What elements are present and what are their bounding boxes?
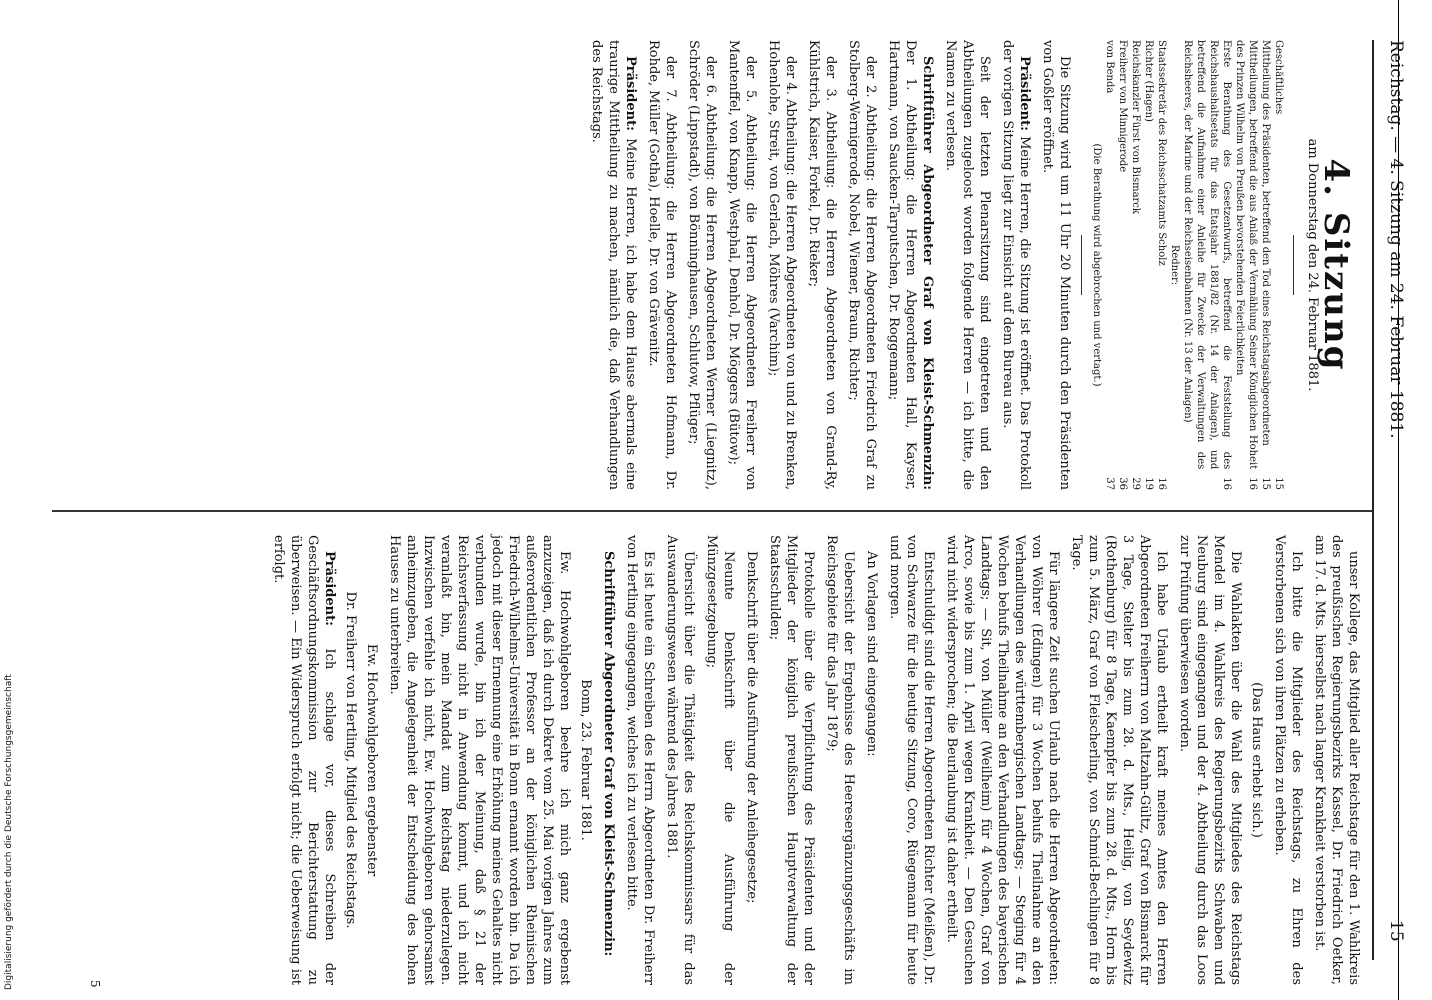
speaker-entry-text: Staatssekretär des Reichsschatzamts Scholz [1156,40,1167,266]
paragraph: Protokolle über die Verpflichtung des Präsidenten und der Mitglieder der königlich preußischen Hauptverwaltung der Staatsschulden; [767,535,816,985]
paragraph: Seit der letzten Plenarsitzung sind eingetreten und den Abtheilungen zugeloost worden folgende Herren — ich bitte, die Namen zu verlesen. [943,40,992,490]
toc-note: (Die Berathung wird abgebrochen und vertagt.) [1091,143,1102,387]
toc-row [1181,40,1233,490]
toc-entry-page: 16 [1247,477,1258,490]
speech-paragraph [600,535,617,985]
speakers-label: Redner: [1169,244,1180,286]
paragraph: Ew. Hochwohlgeboren beehre ich mich ganz ergebenst anzuzeigen, daß ich durch Dekret vom 25. Mai vorigen Jahres zum außerordentlichen Professor an der königlichen Rheinischen Friedrich-Wilhelms-Universität in Bonn ernannt worden bin. Da ich jedoch mit dieser Ernennung eine Erhöhung meines Gehaltes nicht verbunden wurde, bin ich der Meinung, daß § 21 der Reichsverfassung nicht in Anwendung kommt, und ich nicht veranlaßt bin, mein Mandat zum Reichstag niederzulegen. Inzwischen verfehle ich nicht, Ew. Hochwohlgeboren gehorsamst anheimzugeben, die Angelegenheit der Entscheidung des hohen Hauses zu unterbreiten. [387,535,572,985]
separator [1081,235,1082,295]
centered-line: (Das Haus erhebt sich.) [1249,682,1264,838]
paragraph: Neunte Denkschrift über die Ausführung der Münzgesetzgebung; [704,535,736,985]
speech-text: Meine Herren, ich habe dem Hause abermals eine traurige Mittheilung zu machen, nämlich die, daß Verhandlungen des Reichstags. [589,40,638,491]
toc-entry-text: Erste Berathung des Gesetzentwurfs, betreffend die Feststellung des Reichshaushaltsetats für das Etatsjahr 1881/82 (Nr. 14 der Anlagen), und betreffend die Aufnahme einer Anleihe für Zwecke der Verwaltungen des Reichsheeres, der Marine und der Reichseisenbahnen (Nr. 13 der Anlagen) [1182,40,1232,470]
column-divider [52,510,1372,512]
centered-line: Dr. Freiherr von Hertling, Mitglied des Reichstags. [343,591,358,929]
session-date: am Donnerstag den 24. Februar 1881. [1305,138,1320,392]
toc-row [1272,40,1285,490]
toc-row [1103,40,1116,490]
speaker-entry-page: 19 [1143,477,1154,490]
paragraph: Ich habe Urlaub ertheilt kraft meines Amtes den Herren Abgeordneten Freiherrn von Maltzahn-Gültz, Graf von Bismarck für 3 Tage, Stelter bis zum 28. d. Mts., Heilig, von Seydewitz (Rothenburg) für 8 Tage, Kaempfer bis zum 28. d. Mts., Horn bis zum 5. März, Graf von Fleischerling, von Schmid-Bechlingen für 8 Tage. [1069,535,1169,985]
paragraph: Die Wahlakten über die Wahl des Mitgliedes des Reichstags Mendel im 4. Wahlkreis des Regierungsbezirks Schwaben und Neuburg sind eingegangen und der 4. Abtheilung durch das Loos zur Prüfung überwiesen worden. [1177,535,1243,985]
paragraph: der 4. Abtheilung: die Herren Abgeordneten von und zu Brenken, Hohenlohe, Streit, von Gerlach, Möhres (Varchim); [766,40,798,490]
toc-entry-page: 16 [1221,477,1232,490]
speaker-entry-text: von Benda [1104,40,1115,94]
session-title: 4. Sitzung [1316,158,1356,372]
paragraph: Ich bitte die Mitglieder des Reichstags, zu Ehren des Verstorbenen sich von ihren Plätzen zu erheben. [1272,535,1304,985]
paragraph: der 5. Abtheilung: die Herren Abgeordneten Freiherr von Mantenffel, von Knapp, Westphal, Denhol, Dr. Möggers (Bütow); [726,40,758,490]
centered-line: Ew. Hochwohlgeboren ergebenster [364,643,379,877]
rotated-page-content [32,0,1432,1000]
speaker-name: Präsident: [623,56,638,139]
toc-entry-page: 15 [1260,477,1271,490]
toc-row [1259,40,1272,490]
speaker-name: Präsident: [322,551,337,649]
speech-paragraph [588,40,639,490]
paragraph: Übersicht über die Thätigkeit des Reichskommissars für das Auswanderungswesen während des Jahres 1881. [664,535,696,985]
paragraph: Für längere Zeit suchen Urlaub nach die Herren Abgeordneten: von Wöhrer (Edingen) für 3 Wochen behufs Theilnahme an den Verhandlungen des württembergischen Landtags; — Steging für 4 Wochen behufs Theilnahme an den Verhandlungen des bayerischen Landtags; — Sit, von Müller (Weilheim) für 4 Wochen, Graf von Arco, sowie bis zum 1. April wegen Krankheit. — Den Gesuchen wird nicht widersprochen; die Beurlaubung ist daher ertheilt. [944,535,1061,985]
funding-note: Digitalisierung gefördert durch die Deutsche Forschungsgemeinschaft [4,674,14,990]
speaker-entry-text: Richter (Hagen) [1143,40,1154,122]
toc-entry-text: Mittheilungen, betreffend die aus Anlaß der Vermählung Seiner Königlichen Hoheit des Prinzen Wilhelm von Preußen bevorstehenden Feierlichkeiten [1234,40,1258,470]
paragraph: unser Kollege, das Mitglied aller Reichstage für den 1. Wahlkreis des preußischen Regierungsbezirks Kassel, Dr. Friedrich Oetker, am 17. d. Mts. hierselbst nach langer Krankheit verstorben ist. [1312,535,1361,985]
page-header [1372,40,1412,960]
speech-paragraph [999,40,1033,490]
signature-mark: 5 [88,980,102,988]
running-head: Reichstag. — 4. Sitzung am 24. Februar 1881. [1386,40,1406,439]
paragraph: der 7. Abtheilung: die Herren Abgeordneten Hofmann, Dr. Rohde, Müller (Gotha), Hoelle, Dr. von Grävenitz. [646,40,678,490]
paragraph: Die Sitzung wird um 11 Uhr 20 Minuten durch den Präsidenten von Goßler eröffnet. [1040,40,1072,490]
toc-entry-page: 15 [1273,477,1284,490]
speech-text: Ich schlage vor, dieses Schreiben der Geschäftsordnungskommission zur Berichterstattung zu überweisen. — Ein Widerspruch erfolgt nicht; die Ueberweisung ist erfolgt. [271,535,337,985]
speaker-entry-text: Reichskanzler Fürst von Bismarck [1130,40,1141,214]
header-rule [1372,40,1374,960]
toc-row [1233,40,1259,490]
paragraph: der 3. Abtheilung: die Herren Abgeordneten von Grand-Ry, Kühlstrich, Kaiser, Forkel, Dr. Rieker; [806,40,838,490]
speaker-name: Schriftführer Abgeordneter Graf von Kleist-Schmenzin: [920,56,935,490]
toc-row [1129,40,1142,490]
left-column [582,40,1362,490]
table-of-contents [1090,40,1285,490]
speaker-entry-page: 36 [1117,477,1128,490]
paragraph: Es ist heute ein Schreiben des Herrn Abgeordneten Dr. Freiherr von Hertling eingegangen, welches ich zu verlesen bitte. [624,535,656,985]
centered-line: Bonn, 23. Februar 1881. [578,679,593,841]
speaker-entry-page: 29 [1130,477,1141,490]
speech-text: Der 1. Abtheilung: die Herren Abgeordneten Hall, Kayser, Hartmann, von Saucken-Tarputschen, Dr. Roggemann; [886,40,918,490]
speaker-entry-page: 16 [1156,477,1167,490]
paragraph: Entschuldigt sind die Herren Abgeordneten Richter (Meißen), Dr. von Schwarze für die heutige Sitzung, Coro, Rüegemann für heute und morgen. [887,535,936,985]
speech-paragraph [885,40,936,490]
toc-row [1116,40,1129,490]
right-column [264,535,1362,985]
left-column-text [588,40,1073,490]
paragraph: Denkschrift über die Ausführung der Anleihegesetze; [744,551,759,904]
toc-entry-text: Geschäftliches [1273,40,1284,115]
paragraph: der 2. Abtheilung: die Herren Abgeordneten Friedrich Graf zu Stolberg-Wernigerode, Nobel, Wiemer, Braun, Richter; [846,40,878,490]
separator [1293,235,1294,295]
speech-paragraph [270,535,338,985]
toc-row [1142,40,1155,490]
speaker-name: Präsident: [1017,56,1032,137]
speaker-name: Schriftführer Abgeordneter Graf von Kleist-Schmenzin: [601,551,616,957]
speaker-entry-page: 37 [1104,477,1115,490]
paragraph: Uebersicht der Ergebnisse des Heeresergänzungsgeschäfts im Reichsgebiete für das Jahr 1879; [824,535,856,985]
paragraph: An Vorlagen sind eingegangen: [864,551,879,757]
page-number: 15 [1386,920,1406,942]
toc-entry-text: Mittheilung des Präsidenten, betreffend den Tod eines Reichstagsabgeordneten [1260,40,1271,446]
toc-row [1155,40,1168,490]
paragraph: der 6. Abtheilung: die Herren Abgeordneten Werner (Liegnitz), Schröder (Lippstadt), von Bönninghausen, Schlutow, Pflüger; [686,40,718,490]
speaker-entry-text: Freiherr von Minnigerode [1117,40,1128,173]
speech-text: Meine Herren, die Sitzung ist eröffnet. Das Protokoll der vorigen Sitzung liegt zur Einsicht auf dem Bureau aus. [1000,40,1032,490]
